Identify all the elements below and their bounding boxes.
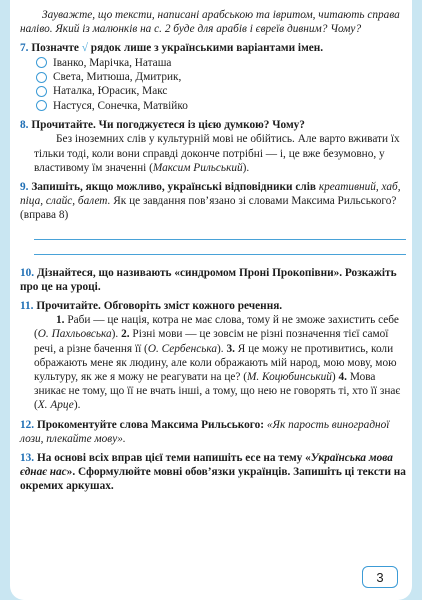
task-9-question: Як це завдання пов’язано зі словами Максима Рильського? (вправа 8): [20, 195, 397, 222]
task-13: [20, 451, 406, 494]
option-row-1[interactable]: [36, 56, 406, 70]
sentence-3: Я це можу не противитись, коли ображають мене як людину, але коли ображають мій народ, мою мову, мою культуру, як же я можу не реагувати на це? (: [34, 342, 397, 384]
option-label: Іванко, Марічка, Наташа: [53, 56, 172, 69]
sentence-4-end: ).: [73, 399, 81, 412]
option-row-4[interactable]: [36, 99, 406, 113]
sentence-1-author: О. Пахльовська: [37, 328, 112, 341]
sentence-4: Мова зникає не тому, що її не вчать інші, а тому, що нею не говорять ті, хто її знає (: [34, 371, 401, 412]
sentence-3-author: М. Коцюбинський: [247, 371, 332, 384]
task-11-sentences: [34, 313, 406, 412]
quote-close: ).: [242, 161, 250, 174]
page-content: [20, 8, 406, 494]
task-8-number: 8.: [20, 119, 29, 132]
page-number: 3: [362, 566, 398, 588]
task-9: [20, 180, 406, 255]
quote-author: Максим Рильський: [152, 161, 243, 174]
sentence-4-author: Х. Арце: [37, 399, 74, 412]
task-12-instruction: Прокоментуйте слова Максима Рильського:: [36, 418, 265, 431]
textbook-page: [10, 0, 412, 600]
sentence-3-number: 3.: [226, 342, 235, 355]
task-11: [20, 299, 406, 413]
task-13-number: 13.: [20, 452, 35, 465]
answer-line-1[interactable]: [34, 239, 406, 240]
task-13-text-a: На основі всіх вправ цієї теми напишіть есе на тему «: [36, 452, 311, 465]
task-8: [20, 118, 406, 175]
option-label: Наталка, Юрасик, Макс: [53, 85, 168, 98]
task-10: [20, 266, 406, 294]
task-9-number: 9.: [20, 180, 29, 193]
task-10-number: 10.: [20, 266, 35, 279]
task-11-number: 11.: [20, 300, 34, 312]
radio-circle-icon[interactable]: [36, 86, 47, 97]
task-10-instruction: Дізнайтеся, що називають «синдромом Проні Прокопівни». Розкажіть про це на уроці.: [20, 266, 397, 293]
radio-circle-icon[interactable]: [36, 57, 47, 68]
option-label: Света, Митюша, Дмитрик,: [53, 71, 182, 84]
task-12-number: 12.: [20, 418, 35, 431]
option-row-3[interactable]: [36, 84, 406, 98]
task-7-text-b: рядок лише з українськими варіантами імен.: [90, 42, 324, 55]
sentence-3-end: ): [331, 371, 336, 384]
sentence-1: Раби — це нація, котра не має слова, тому й не зможе захистить себе (: [34, 314, 399, 341]
radio-circle-icon[interactable]: [36, 72, 47, 83]
task-9-instruction: Запишіть, якщо можливо, українські відповідники слів: [31, 180, 316, 193]
task-13-text-b: ». Сформулюйте мовні обов’язки українців. Запишіть ці тексти на окремих аркушах.: [20, 466, 406, 493]
task-13-topic: Українська мова єднає нас: [20, 452, 393, 479]
sentence-1-number: 1.: [56, 314, 65, 327]
intro-paragraph: Зауважте, що тексти, написані арабською та івритом, читають справа наліво. Який із малюнків на с. 2 буде для арабів і євреїв дивним? Чому?: [20, 9, 400, 36]
answer-line-2[interactable]: [34, 254, 406, 255]
checkmark-icon: √: [81, 42, 88, 55]
task-7-number: 7.: [20, 42, 29, 55]
quote-text: Без іноземних слів у культурній мові не обійтись. Але варто вживати їх тільки тоді, коли вони справді доконче потрібні — і, це вже безумовно, у властивому їм значенні (: [34, 133, 400, 174]
sentence-2-end: ).: [217, 342, 224, 355]
option-row-2[interactable]: [36, 70, 406, 84]
task-9-words: креативний, хаб, піца, слайс, балет.: [20, 180, 401, 208]
task-11-instruction: Прочитайте. Обговоріть зміст кожного речення.: [36, 300, 283, 312]
option-label: Настуся, Сонечка, Матвійко: [53, 99, 188, 112]
task-8-instruction: Прочитайте. Чи погоджуєтеся із цією думкою? Чому?: [31, 119, 305, 132]
sentence-2-number: 2.: [121, 328, 130, 341]
task-7: [20, 41, 406, 113]
task-8-quote: [34, 132, 406, 175]
task-12: [20, 418, 406, 446]
sentence-1-end: ).: [111, 328, 119, 341]
task-7-text-a: Позначте: [31, 42, 79, 55]
sentence-2: Різні мови — це зовсім не різні позначення тієї самої речі, а різне бачення її (: [34, 328, 389, 355]
task-12-quote: «Як парость виноградної лози, плекайте мову».: [20, 418, 390, 445]
sentence-4-number: 4.: [338, 371, 347, 384]
sentence-2-author: О. Сербенська: [147, 342, 218, 355]
radio-circle-icon[interactable]: [36, 100, 47, 111]
